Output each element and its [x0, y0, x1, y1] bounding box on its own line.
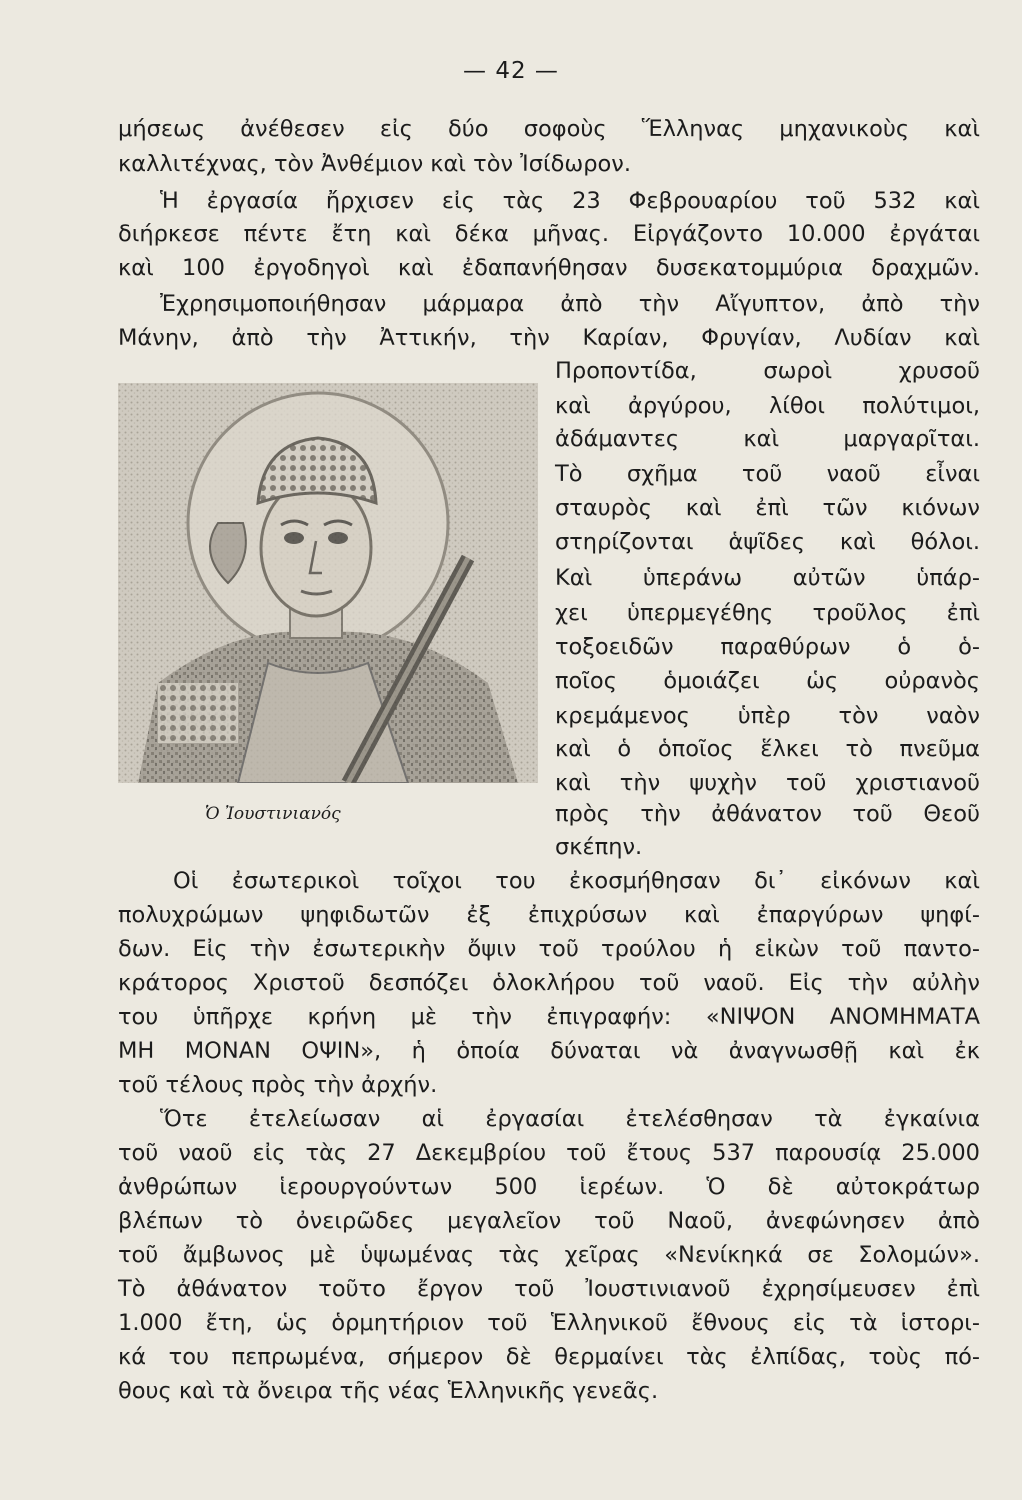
text-line: του ὑπῆρχε κρήνη μὲ τὴν ἐπιγραφήν: «ΝΙΨΟΝ ΑΝΟΜΗΜΑΤΑ	[118, 1004, 980, 1030]
text-line: Ἡ ἐργασία ἤρχισεν εἰς τὰς 23 Φεβρουαρίου τοῦ 532 καὶ	[160, 188, 980, 214]
text-line: ποῖος ὁμοιάζει ὡς οὐρανὸς	[555, 668, 980, 694]
text-line: Τὸ ἀθάνατον τοῦτο ἔργον τοῦ Ἰουστινιανοῦ ἐχρησίμευσεν ἐπὶ	[118, 1276, 980, 1302]
text-line: καλλιτέχνας, τὸν Ἀνθέμιον καὶ τὸν Ἰσίδωρον.	[118, 151, 631, 177]
text-line: σκέπην.	[555, 834, 643, 860]
page-number: — 42 —	[463, 58, 559, 84]
text-line: διήρκεσε πέντε ἔτη καὶ δέκα μῆνας. Εἰργάζοντο 10.000 ἐργάται	[118, 221, 980, 247]
text-line: θους καὶ τὰ ὄνειρα τῆς νέας Ἑλληνικῆς γενεᾶς.	[118, 1378, 659, 1404]
text-line: σταυρὸς καὶ ἐπὶ τῶν κιόνων	[555, 495, 980, 521]
text-line: πρὸς τὴν ἀθάνατον τοῦ Θεοῦ	[555, 801, 980, 827]
justinian-mosaic-image	[118, 383, 538, 783]
text-line: Καὶ ὑπεράνω αὐτῶν ὑπάρ-	[555, 565, 980, 591]
text-line: Ἐχρησιμοποιήθησαν μάρμαρα ἀπὸ τὴν Αἴγυπτον, ἀπὸ τὴν	[160, 291, 980, 317]
text-line: κρεμάμενος ὑπὲρ τὸν ναὸν	[555, 703, 980, 729]
text-line: τοῦ ναοῦ εἰς τὰς 27 Δεκεμβρίου τοῦ ἔτους 537 παρουσίᾳ 25.000	[118, 1140, 980, 1166]
text-line: κράτορος Χριστοῦ δεσπόζει ὁλοκλήρου τοῦ ναοῦ. Εἰς τὴν αὐλὴν	[118, 970, 980, 996]
text-line: τοξοειδῶν παραθύρων ὁ ὁ-	[555, 634, 980, 660]
text-line: καὶ ὁ ὁποῖος ἕλκει τὸ πνεῦμα	[555, 736, 980, 762]
text-line: Προποντίδα, σωροὶ χρυσοῦ	[555, 358, 980, 384]
text-line: μήσεως ἀνέθεσεν εἰς δύο σοφοὺς Ἕλληνας μηχανικοὺς καὶ	[118, 116, 980, 142]
text-line: καὶ τὴν ψυχὴν τοῦ χριστιανοῦ	[555, 770, 980, 796]
text-line: καὶ ἀργύρου, λίθοι πολύτιμοι,	[555, 393, 980, 419]
text-line: στηρίζονται ἁψῖδες καὶ θόλοι.	[555, 529, 980, 555]
text-line: ἀδάμαντες καὶ μαργαρῖται.	[555, 426, 980, 452]
text-line: Τὸ σχῆμα τοῦ ναοῦ εἶναι	[555, 461, 980, 487]
text-line: 1.000 ἔτη, ὡς ὁρμητήριον τοῦ Ἑλληνικοῦ ἔθνους εἰς τὰ ἱστορι-	[118, 1310, 980, 1336]
text-line: βλέπων τὸ ὀνειρῶδες μεγαλεῖον τοῦ Ναοῦ, ἀνεφώνησεν ἀπὸ	[118, 1208, 980, 1234]
text-line: τοῦ τέλους πρὸς τὴν ἀρχήν.	[118, 1072, 438, 1098]
text-line: δων. Εἰς τὴν ἐσωτερικὴν ὄψιν τοῦ τρούλου ἡ εἰκὼν τοῦ παντο-	[118, 936, 980, 962]
text-line: ΜΗ ΜΟΝΑΝ ΟΨΙΝ», ἡ ὁποία δύναται νὰ ἀναγνωσθῇ καὶ ἐκ	[118, 1038, 980, 1064]
text-line: πολυχρώμων ψηφιδωτῶν ἐξ ἐπιχρύσων καὶ ἐπαργύρων ψηφί-	[118, 902, 980, 928]
figure-caption: Ὁ Ἰουστινιανός	[205, 804, 341, 824]
text-line: κά του πεπρωμένα, σήμερον δὲ θερμαίνει τὰς ἐλπίδας, τοὺς πό-	[118, 1344, 980, 1370]
text-line: χει ὑπερμεγέθης τροῦλος ἐπὶ	[555, 600, 980, 626]
text-line: Οἱ ἐσωτερικοὶ τοῖχοι του ἐκοσμήθησαν δι᾽ εἰκόνων καὶ	[173, 868, 980, 894]
text-line: τοῦ ἄμβωνος μὲ ὑψωμένας τὰς χεῖρας «Νενίκηκά σε Σολομών».	[118, 1242, 980, 1268]
text-line: Μάνην, ἀπὸ τὴν Ἀττικήν, τὴν Καρίαν, Φρυγίαν, Λυδίαν καὶ	[118, 325, 980, 351]
text-line: Ὅτε ἐτελείωσαν αἱ ἐργασίαι ἐτελέσθησαν τὰ ἐγκαίνια	[160, 1106, 980, 1132]
text-line: ἀνθρώπων ἱερουργούντων 500 ἱερέων. Ὁ δὲ αὐτοκράτωρ	[118, 1174, 980, 1200]
text-line: καὶ 100 ἐργοδηγοὶ καὶ ἐδαπανήθησαν δυσεκατομμύρια δραχμῶν.	[118, 255, 980, 281]
